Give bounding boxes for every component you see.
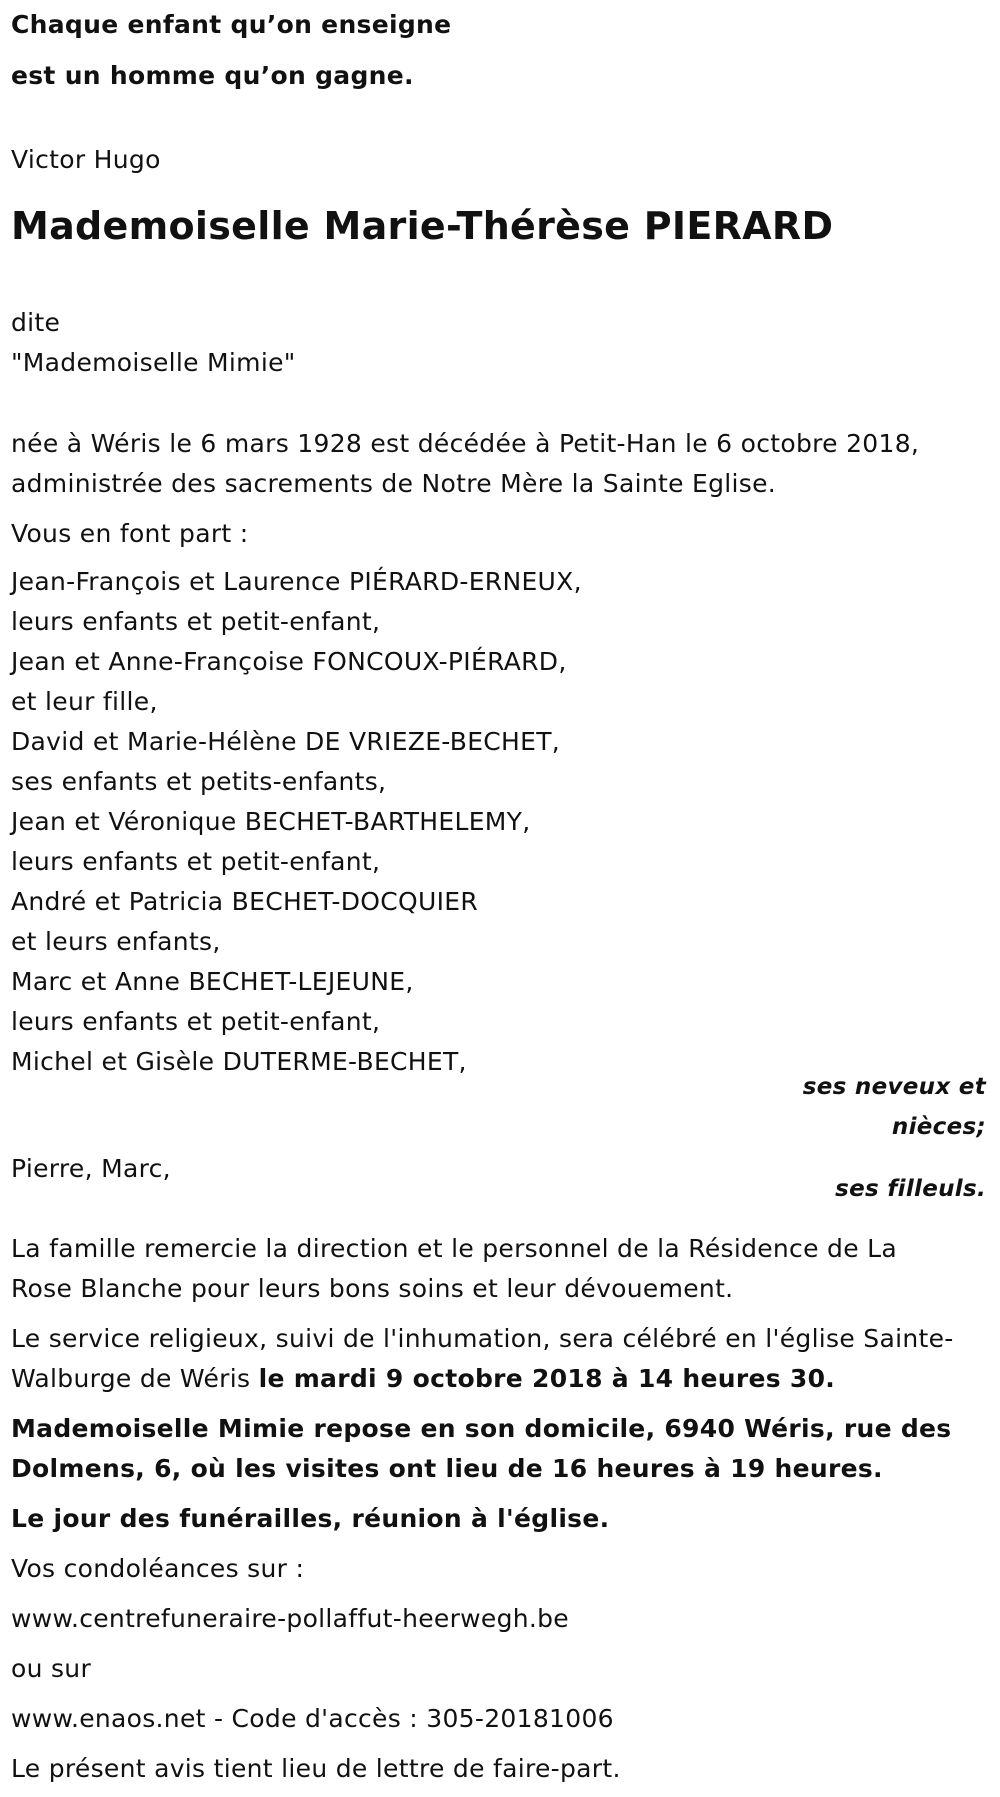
- family-line: et leur fille,: [11, 687, 158, 716]
- nephews-label-line-1: ses neveux et: [802, 1074, 986, 1100]
- closing-note: Le présent avis tient lieu de lettre de faire-part.: [11, 1754, 621, 1783]
- family-line: ses enfants et petits-enfants,: [11, 767, 387, 796]
- thanks-line-2: Rose Blanche pour leurs bons soins et leur dévouement.: [11, 1274, 734, 1303]
- condolences-label: Vos condoléances sur :: [11, 1554, 305, 1583]
- repose-line-2: Dolmens, 6, où les visites ont lieu de 16 heures à 19 heures.: [11, 1454, 883, 1483]
- sacraments-line: administrée des sacrements de Notre Mère la Sainte Eglise.: [11, 469, 777, 498]
- funeral-day-note: Le jour des funérailles, réunion à l'église.: [11, 1504, 610, 1533]
- service-line-1: Le service religieux, suivi de l'inhumation, sera célébré en l'église Sainte-: [11, 1324, 954, 1353]
- nephews-label-line-2: nièces;: [891, 1114, 986, 1140]
- epigraph-line-1: Chaque enfant qu’on enseigne: [11, 10, 452, 39]
- nickname-label: dite: [11, 308, 61, 337]
- condolences-or: ou sur: [11, 1654, 92, 1683]
- family-line: et leurs enfants,: [11, 927, 221, 956]
- family-line: Michel et Gisèle DUTERME-BECHET,: [11, 1047, 467, 1076]
- family-line: André et Patricia BECHET-DOCQUIER: [11, 887, 479, 916]
- service-line-2: [11, 1359, 835, 1399]
- deceased-name-title: Mademoiselle Marie-Thérèse PIERARD: [11, 204, 834, 248]
- condolences-link-1[interactable]: www.centrefuneraire-pollaffut-heerwegh.be: [11, 1604, 569, 1633]
- thanks-line-1: La famille remercie la direction et le personnel de la Résidence de La: [11, 1234, 897, 1263]
- godchildren-label: ses filleuls.: [835, 1176, 986, 1202]
- epigraph-author: Victor Hugo: [11, 145, 161, 174]
- family-list: [11, 562, 582, 1082]
- godchildren-names: Pierre, Marc,: [11, 1154, 171, 1183]
- family-line: Jean et Véronique BECHET-BARTHELEMY,: [11, 807, 531, 836]
- family-line: Jean-François et Laurence PIÉRARD-ERNEUX,: [11, 567, 582, 596]
- family-line: David et Marie-Hélène DE VRIEZE-BECHET,: [11, 727, 561, 756]
- announcement-intro: Vous en font part :: [11, 519, 249, 548]
- family-line: leurs enfants et petit-enfant,: [11, 847, 381, 876]
- repose-line-1: Mademoiselle Mimie repose en son domicile, 6940 Wéris, rue des: [11, 1414, 952, 1443]
- service-datetime: le mardi 9 octobre 2018 à 14 heures 30.: [258, 1364, 836, 1393]
- nickname-value: "Mademoiselle Mimie": [11, 348, 296, 377]
- service-location: Walburge de Wéris: [11, 1364, 259, 1393]
- family-line: leurs enfants et petit-enfant,: [11, 1007, 381, 1036]
- family-line: Marc et Anne BECHET-LEJEUNE,: [11, 967, 414, 996]
- condolences-link-2[interactable]: www.enaos.net - Code d'accès : 305-20181006: [11, 1704, 614, 1733]
- birth-death-line: née à Wéris le 6 mars 1928 est décédée à Petit-Han le 6 octobre 2018,: [11, 429, 920, 458]
- family-line: leurs enfants et petit-enfant,: [11, 607, 381, 636]
- epigraph-line-2: est un homme qu’on gagne.: [11, 61, 414, 90]
- family-line: Jean et Anne-Françoise FONCOUX-PIÉRARD,: [11, 647, 567, 676]
